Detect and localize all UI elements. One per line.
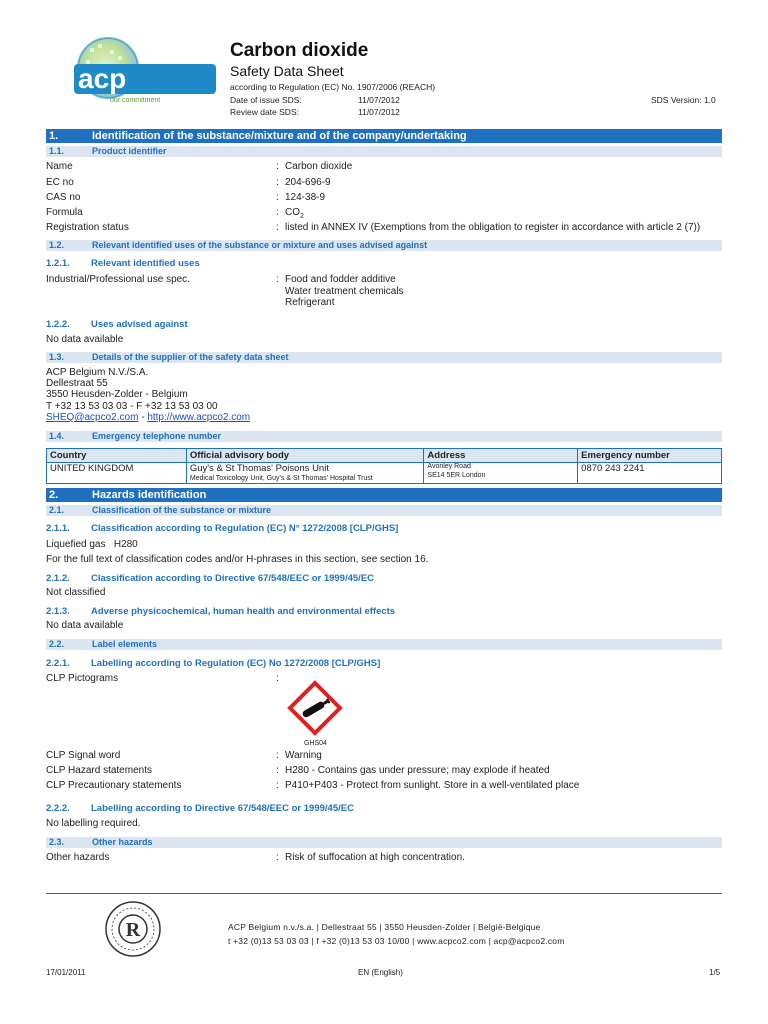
advised-against-value: No data available <box>46 334 124 345</box>
review-date-value: 11/07/2012 <box>358 107 400 117</box>
table-header-row <box>47 449 722 463</box>
address-line-2: SE14 5ER London <box>427 471 486 479</box>
subsection-title: Product identifier <box>92 146 167 156</box>
section-title: Hazards identification <box>92 489 207 501</box>
subsection-number: 1.2.2. <box>46 319 70 330</box>
subsection-title: Classification according to Directive 67/548/EEC or 1999/45/EC <box>91 573 375 584</box>
column-header-address: Address <box>424 449 578 463</box>
supplier-email-link[interactable]: SHEQ@acpco2.com <box>46 412 139 423</box>
formula-label: Formula <box>46 207 83 218</box>
use-item: Water treatment chemicals <box>285 286 404 297</box>
supplier-street: Dellestraat 55 <box>46 378 108 389</box>
contact-separator: - <box>138 412 148 423</box>
subsection-title: Labelling according to Regulation (EC) No 1272/2008 [CLP/GHS] <box>91 658 381 669</box>
subsection-2-2-1-heading <box>46 658 722 670</box>
footer-contact: t +32 (0)13 53 03 03 | f +32 (0)13 53 03 10/00 | www.acpco2.com | acp@acpco2.com <box>228 936 565 946</box>
subsection-1-3-bar <box>46 352 722 363</box>
ec-no-value: 204-696-9 <box>285 177 331 188</box>
section-number: 2. <box>49 489 59 501</box>
logo-tagline: our commitment <box>110 97 161 104</box>
subsection-title: Other hazards <box>92 837 153 847</box>
subsection-1-2-2-heading <box>46 319 722 331</box>
footer-date: 17/01/2011 <box>46 968 86 977</box>
section-2-bar <box>46 488 722 502</box>
cell-emergency-number: 0870 243 2241 <box>578 463 722 484</box>
use-colon: : <box>276 274 279 285</box>
precautionary-statements-colon: : <box>276 780 279 791</box>
signal-word-value: Warning <box>285 750 322 761</box>
registration-label: Registration status <box>46 222 129 233</box>
ec-no-label: EC no <box>46 177 74 188</box>
subsection-number: 2.2.1. <box>46 658 70 669</box>
emergency-table <box>46 448 722 484</box>
use-label: Industrial/Professional use spec. <box>46 274 190 285</box>
precautionary-statements-label: CLP Precautionary statements <box>46 780 182 791</box>
seal-letter: R <box>125 919 141 941</box>
cas-no-colon: : <box>276 192 279 203</box>
subsection-number: 2.1.1. <box>46 523 70 534</box>
cas-no-value: 124-38-9 <box>285 192 326 203</box>
document-title: Carbon dioxide <box>230 40 369 61</box>
supplier-name: ACP Belgium N.V./S.A. <box>46 367 149 378</box>
supplier-city: 3550 Heusden-Zolder - Belgium <box>46 389 188 400</box>
signal-word-colon: : <box>276 750 279 761</box>
ec-no-colon: : <box>276 177 279 188</box>
sds-version: SDS Version: 1.0 <box>651 95 716 105</box>
subsection-2-1-1-heading <box>46 523 722 535</box>
registration-value: listed in ANNEX IV (Exemptions from the obligation to register in accordance with article 2 (7)) <box>285 222 701 233</box>
subsection-1-2-bar <box>46 240 722 251</box>
other-hazards-label: Other hazards <box>46 852 110 863</box>
supplier-website-link[interactable]: http://www.acpco2.com <box>147 412 251 423</box>
section-1-bar <box>46 129 722 143</box>
subsection-2-2-2-heading <box>46 803 722 815</box>
subsection-1-4-bar <box>46 431 722 442</box>
subsection-title: Classification of the substance or mixture <box>92 505 272 515</box>
hazard-statements-colon: : <box>276 765 279 776</box>
subsection-1-1-bar <box>46 146 722 157</box>
cell-advisory-body <box>186 463 424 484</box>
subsection-number: 2.1.2. <box>46 573 70 584</box>
not-classified-value: Not classified <box>46 587 106 598</box>
subsection-2-1-2-heading <box>46 573 722 585</box>
pictograms-colon: : <box>276 673 279 684</box>
address-line-1: Avonley Road <box>427 463 471 471</box>
subsection-title: Labelling according to Directive 67/548/EEC or 1999/45/EC <box>91 803 354 814</box>
column-header-emergency-number: Emergency number <box>578 449 722 463</box>
hazard-statements-label: CLP Hazard statements <box>46 765 152 776</box>
formula-subscript: 2 <box>300 213 304 220</box>
section-title: Identification of the substance/mixture and of the company/undertaking <box>92 130 467 142</box>
quality-certification-seal-icon <box>104 900 162 958</box>
subsection-title: Emergency telephone number <box>92 431 222 441</box>
logo-text: acp <box>78 63 127 94</box>
advisory-body-main: Guy's & St Thomas' Poisons Unit <box>189 463 329 475</box>
cas-no-label: CAS no <box>46 192 81 203</box>
review-date-label: Review date SDS: <box>230 107 299 117</box>
subsection-2-1-3-heading <box>46 606 722 618</box>
subsection-number: 2.3. <box>49 837 65 847</box>
name-label: Name <box>46 161 73 172</box>
subsection-number: 1.2. <box>49 240 65 250</box>
company-logo <box>70 36 220 106</box>
subsection-number: 1.3. <box>49 352 65 362</box>
pictogram-code: GHS04 <box>304 740 327 747</box>
pictograms-label: CLP Pictograms <box>46 673 119 684</box>
date-issue-label: Date of issue SDS: <box>230 95 302 105</box>
use-item: Food and fodder additive <box>285 274 396 285</box>
subsection-2-3-bar <box>46 837 722 848</box>
other-hazards-value: Risk of suffocation at high concentration. <box>285 852 465 863</box>
classification-value: Liquefied gas H280 <box>46 539 138 550</box>
column-header-country: Country <box>47 449 187 463</box>
footer-company-address: ACP Belgium n.v./s.a. | Dellestraat 55 | 3550 Heusden-Zolder | België-Belgique <box>228 922 541 932</box>
subsection-number: 2.1. <box>49 505 65 515</box>
subsection-number: 2.2.2. <box>46 803 70 814</box>
section-number: 1. <box>49 130 59 142</box>
footer-page-number: 1/5 <box>709 968 721 977</box>
document-subtitle: Safety Data Sheet <box>230 63 344 79</box>
subsection-1-2-1-heading <box>46 258 722 270</box>
name-value: Carbon dioxide <box>285 161 353 172</box>
use-item: Refrigerant <box>285 297 335 308</box>
subsection-title: Classification according to Regulation (EC) N° 1272/2008 [CLP/GHS] <box>91 523 399 534</box>
subsection-title: Label elements <box>92 639 158 649</box>
subsection-number: 2.2. <box>49 639 65 649</box>
formula-main: CO <box>285 207 300 218</box>
table-row <box>47 463 722 484</box>
formula-value <box>285 207 304 221</box>
footer-divider <box>46 893 722 894</box>
ghs04-gas-cylinder-icon <box>287 680 343 736</box>
subsection-number: 1.2.1. <box>46 258 70 269</box>
subsection-number: 1.4. <box>49 431 65 441</box>
full-text-note: For the full text of classification codes and/or H-phrases in this section, see section 16. <box>46 554 429 565</box>
subsection-title: Details of the supplier of the safety data sheet <box>92 352 289 362</box>
footer-language: EN (English) <box>358 968 403 977</box>
subsection-number: 1.1. <box>49 146 65 156</box>
cell-address <box>424 463 578 484</box>
formula-colon: : <box>276 207 279 218</box>
no-labelling-value: No labelling required. <box>46 818 141 829</box>
subsection-title: Relevant identified uses <box>91 258 200 269</box>
registration-colon: : <box>276 222 279 233</box>
column-header-advisory-body: Official advisory body <box>186 449 424 463</box>
hazard-statements-value: H280 - Contains gas under pressure; may explode if heated <box>285 765 550 776</box>
acp-logo-graphic <box>70 36 220 106</box>
subsection-title: Relevant identified uses of the substance or mixture and uses advised against <box>92 240 428 250</box>
signal-word-label: CLP Signal word <box>46 750 121 761</box>
subsection-2-1-bar <box>46 505 722 516</box>
adverse-effects-value: No data available <box>46 620 124 631</box>
subsection-number: 2.1.3. <box>46 606 70 617</box>
date-issue-value: 11/07/2012 <box>358 95 400 105</box>
name-colon: : <box>276 161 279 172</box>
advisory-body-sub: Medical Toxicology Unit, Guy's & St Thomas' Hospital Trust <box>189 474 373 482</box>
regulation-reference: according to Regulation (EC) No. 1907/2006 (REACH) <box>230 82 436 92</box>
subsection-2-2-bar <box>46 639 722 650</box>
other-hazards-colon: : <box>276 852 279 863</box>
precautionary-statements-value: P410+P403 - Protect from sunlight. Store in a well-ventilated place <box>285 780 580 791</box>
supplier-phone: T +32 13 53 03 03 - F +32 13 53 03 00 <box>46 401 218 412</box>
subsection-title: Uses advised against <box>91 319 188 330</box>
supplier-contact <box>46 412 250 424</box>
subsection-title: Adverse physicochemical, human health and environmental effects <box>91 606 396 617</box>
cell-country: UNITED KINGDOM <box>47 463 187 484</box>
